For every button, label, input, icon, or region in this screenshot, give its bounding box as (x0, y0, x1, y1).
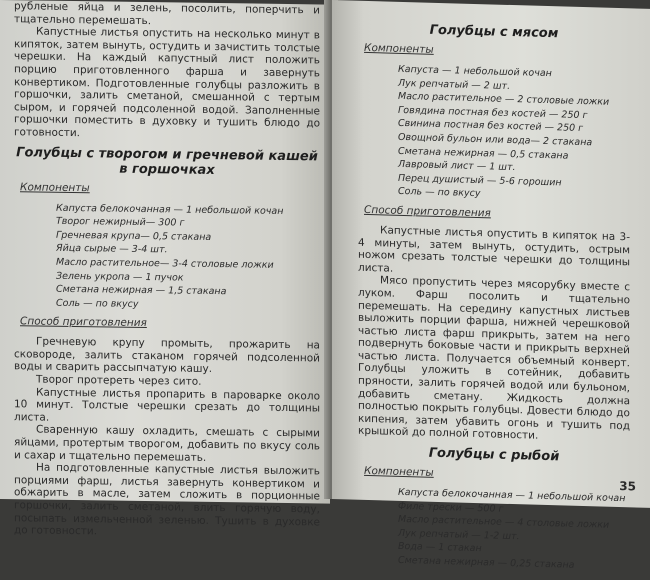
components-heading: Компоненты (364, 41, 434, 56)
components-heading: Компоненты (364, 464, 434, 479)
recipe-title: Голубцы с рыбой (428, 445, 560, 465)
ingredient-item: Лук репчатый — 1-2 шт. (398, 527, 520, 543)
ingredient-list (14, 201, 320, 314)
ingredient-item: Лавровый лист — 1 шт. (398, 158, 516, 174)
intro-paragraph: рубленые яйца и зелень, посолить, поперчить и тщательно перемешать. (14, 0, 320, 27)
ingredient-item: Соль — по вкусу (398, 186, 481, 200)
recipe-title: Голубцы с мясом (429, 22, 559, 42)
ingredient-item: Масло растительное — 4 столовые ложки (398, 514, 610, 531)
right-page-content (358, 15, 630, 580)
ingredient-item: Масло растительное — 2 столовые ложки (398, 91, 610, 108)
ingredient-item: Зелень укропа — 1 пучок (56, 270, 184, 284)
ingredient-list (358, 485, 630, 574)
method-step: На подготовленные капустные листья выложить порциями фарш, листья завернуть конвертиком и обжарить в масле, затем сложить в порционные горшочки, залить сметаной, влить горячую воду, посыпать измельченной зеленью. Тушить в духовке до готовности. (14, 461, 320, 538)
method-step: Капустные листья пропарить в пароварке около 10 минут. Толстые черешки срезать до толщины листа. (14, 386, 320, 424)
ingredient-item: Капуста белокочанная — 1 небольшой кочан (398, 486, 626, 505)
ingredient-item: Соль — по вкусу (56, 297, 139, 310)
ingredient-item: Сметана нежирная — 0,5 стакана (398, 145, 569, 162)
components-heading: Компоненты (20, 180, 90, 194)
ingredient-item: Овощной бульон или вода— 2 стакана (398, 131, 593, 149)
ingredient-item: Капуста — 1 небольшой кочан (398, 63, 552, 80)
method-step: Сваренную кашу охладить, смешать с сырыми яйцами, протертым творогом, добавить по вкусу соль и сахар и тщательно перемешать. (14, 423, 320, 464)
ingredient-item: Филе трески — 500 г (398, 500, 504, 515)
ingredient-item: Перец душистый — 5-6 горошин (398, 172, 562, 189)
recipe-title: Голубцы с творогом и гречневой кашей в горшочках (16, 144, 318, 178)
intro-paragraph: Капустные листья опустить на несколько минут в кипяток, затем вынуть, остудить и зачистить толстые черешки. На каждый капустный лист положить порцию приготовленного фарша и завернуть конвертиком. Подготовленные голубцы разложить в горшочки, залить сметаной, смешанной с тертым сыром, и горячей подсоленной водой. Заполненные горшочки поместить в духовку и тушить блюдо до готовности. (14, 25, 320, 140)
ingredient-item: Сметана нежирная — 1,5 стакана (56, 283, 227, 298)
ingredient-item: Говядина постная без костей — 250 г (398, 104, 588, 121)
method-step: Мясо пропустить через мясорубку вместе с луком. Фарш посолить и тщательно перемешать. На середину капустных листьев выложить порции фарша, нижней черешковой частью листа фарш прикрыть, затем на него подвернуть боковые части и прикрыть верхней частью листа. Получается объемный конверт. Голубцы уложить в сотейник, добавить пряности, залить горячей водой или бульоном, добавить сметану. Жидкость должна полностью покрыть голубцы. Довести блюдо до кипения, затем убавить огонь и тушить под крышкой до полной готовности. (358, 274, 630, 443)
ingredient-item: Творог нежирный— 300 г (56, 215, 185, 229)
ingredient-list (358, 62, 630, 206)
method-step: Творог протереть через сито. (36, 373, 202, 388)
ingredient-item: Яйца сырые — 3-4 шт. (56, 243, 168, 256)
ingredient-item: Сметана нежирная — 0,25 стакана (398, 554, 575, 571)
left-page (0, 0, 330, 538)
ingredient-item: Гречневая крупа— 0,5 стакана (56, 229, 212, 243)
ingredient-item: Масло растительное— 3-4 столовые ложки (56, 256, 274, 271)
method-step: Гречневую крупу промыть, прожарить на сковороде, залить стаканом горячей подсоленной воды и сварить рассыпчатую кашу. (14, 335, 320, 376)
right-page (332, 0, 650, 571)
page-number: 35 (619, 479, 636, 494)
ingredient-item: Свинина постная без костей — 250 г (398, 118, 584, 135)
ingredient-item: Вода — 1 стакан (398, 541, 482, 555)
ingredient-item: Лук репчатый — 2 шт. (398, 77, 511, 92)
ingredient-item: Капуста белокочанная — 1 небольшой кочан (56, 202, 284, 217)
method-heading: Способ приготовления (364, 203, 491, 220)
left-page-content (14, 0, 320, 541)
method-step: Капустные листья опустить в кипяток на 3-4 минуты, затем вынуть, остудить, острым ножом срезать толстые черешки до толщины листа. (358, 224, 630, 275)
method-heading: Способ приготовления (20, 315, 147, 330)
